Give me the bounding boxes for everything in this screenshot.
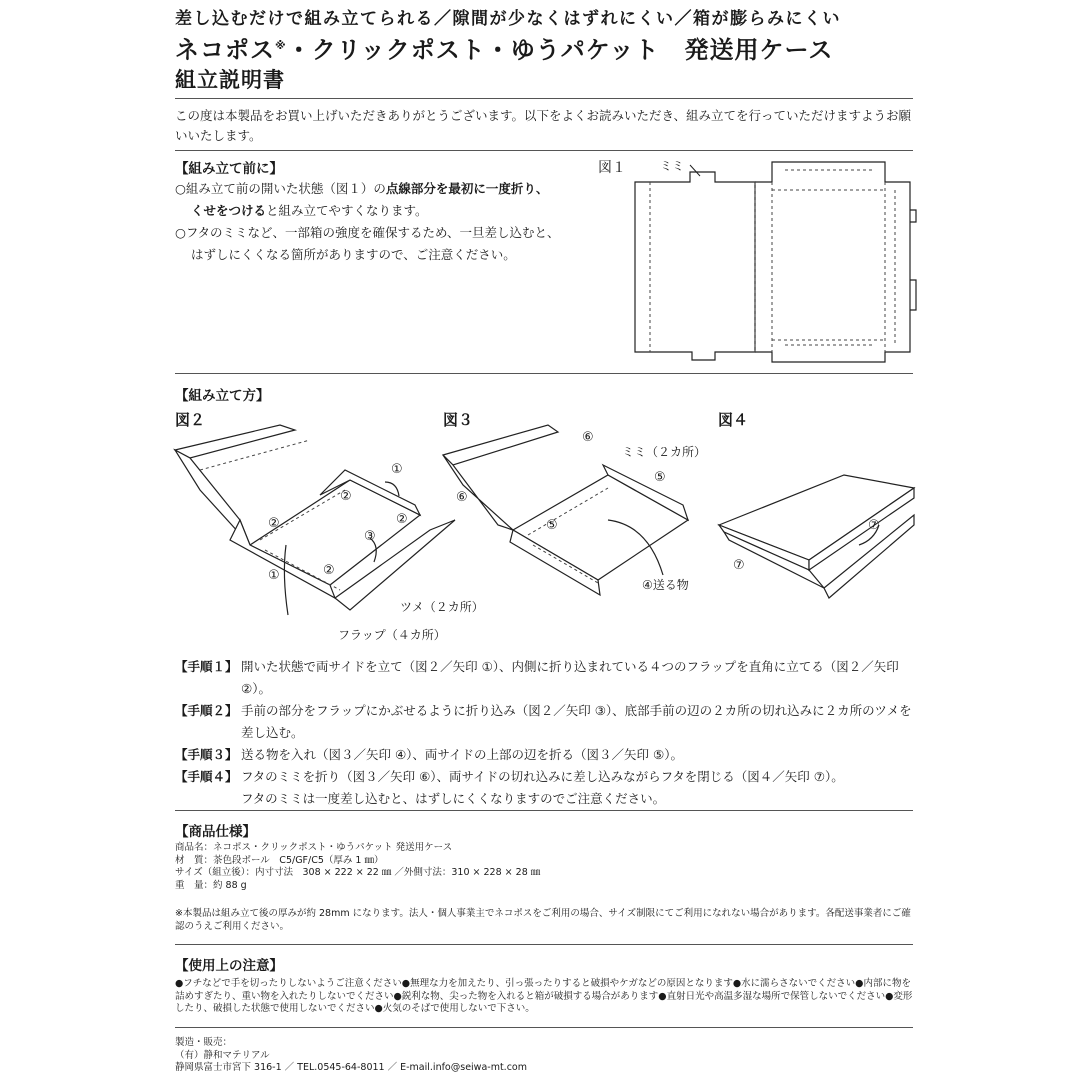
divider <box>175 98 913 99</box>
assembly-heading: 【組み立て方】 <box>175 388 270 404</box>
fig2-callout-2c: ② <box>396 512 408 527</box>
step-3 <box>175 744 915 766</box>
step-label: 【手順４】 <box>175 769 238 784</box>
fig3-label: 図３ <box>443 411 474 429</box>
tsume-label: ツメ（２カ所） <box>400 600 484 614</box>
fig1-label: 図１ <box>598 160 626 176</box>
spec-list <box>175 842 540 892</box>
step-text: 手前の部分をフラップにかぶせるように折り込み（図２／矢印 ③）、底部手前の辺の２カ所の切れ込みに２カ所のツメを差し込む。 <box>241 703 912 740</box>
step-label: 【手順２】 <box>175 703 238 718</box>
step-text: フタのミミは一度差し込むと、はずしにくくなりますのでご注意ください。 <box>241 791 666 806</box>
before-heading: 【組み立て前に】 <box>175 161 283 177</box>
spec-line: 材 質：茶色段ボール C5/GF/C5（厚み 1 ㎜） <box>175 854 384 866</box>
fig3-callout-5a: ⑤ <box>654 470 666 485</box>
spec-line: 商品名：ネコポス・クリックポスト・ゆうパケット 発送用ケース <box>175 842 453 853</box>
step-list <box>175 656 915 810</box>
fig2-callout-1a: ① <box>391 462 403 477</box>
step-1 <box>175 656 915 700</box>
divider <box>175 1027 913 1028</box>
title-part1: ネコポス <box>175 36 275 64</box>
step-text: 開いた状態で両サイドを立て（図２／矢印 ①）、内側に折り込まれている４つのフラップを直角に立てる（図２／矢印 ②）。 <box>241 659 899 696</box>
before-line3: ○フタのミミなど、一部箱の強度を確保するため、一旦差し込むと、 <box>175 225 560 240</box>
fig3-item-text: 送る物 <box>652 578 689 592</box>
divider <box>175 944 913 945</box>
caution-text: ●フチなどで手を切ったりしないようご注意ください●無理な力を加えたり、引っ張ったりすると破損やケガなどの原因となります●水に濡らさないでください●内部に物を詰めすぎたり、重い物を入れたりしないでください●鋭利な物、尖った物を入れると箱が破損する場合があります●直射日光や高温多湿な場所で保管しないでください●変形したり、破損した状態で使用しないでください●火気のそばで使用しないで下さい。 <box>175 978 913 1014</box>
fig3-mimi-label: ミミ（２カ所） <box>622 445 707 459</box>
caution-heading: 【使用上の注意】 <box>175 958 283 974</box>
step-label: 【手順１】 <box>175 659 238 674</box>
maker-company: （有）静和マテリアル <box>175 1049 270 1061</box>
fig1-diagram <box>620 150 920 365</box>
title-part2: ・クリックポスト・ゆうパケット 発送用ケース <box>286 36 834 64</box>
step-text: フタのミミを折り（図３／矢印 ⑥）、両サイドの切れ込みに差し込みながらフタを閉じる（図４／矢印 ⑦）。 <box>241 769 844 784</box>
fig3-callout-6b: ⑥ <box>456 490 468 505</box>
maker-address: 静岡県富士市宮下 316-1 ／ TEL.0545-64-8011 ／ E-mail.info@seiwa-mt.com <box>175 1062 527 1073</box>
spec-line: サイズ（組立後）：内寸寸法 308 × 222 × 22 ㎜ ／外側寸法：310 × 228 × 28 ㎜ <box>175 867 541 878</box>
step-label <box>175 788 241 810</box>
step-label: 【手順３】 <box>175 747 238 762</box>
step-2 <box>175 700 915 744</box>
before-line2a: くせをつける <box>191 203 267 218</box>
fig2-label: 図２ <box>175 411 206 429</box>
before-line1a: ○組み立て前の開いた状態（図１）の <box>175 181 386 196</box>
fig2-callout-1b: ① <box>268 568 280 583</box>
before-line4: はずしにくくなる箇所がありますので、ご注意ください。 <box>191 247 516 262</box>
tagline: 差し込むだけで組み立てられる／隙間が少なくはずれにくい／箱が膨らみにくい <box>175 9 841 29</box>
before-text <box>175 178 595 266</box>
before-line2b: と組み立てやすくなります。 <box>266 203 428 218</box>
intro-text: この度は本製品をお買い上げいただきありがとうございます。以下をよくお読みいただき、組み立てを行っていただけますようお願いいたします。 <box>175 108 912 143</box>
step-4 <box>175 766 915 788</box>
fig2-callout-2b: ② <box>268 516 280 531</box>
fig4-label: 図４ <box>718 411 749 429</box>
before-line1b: 点線部分を最初に一度折り、 <box>385 181 549 196</box>
maker-label: 製造・販売： <box>175 1037 233 1048</box>
step-4-note <box>175 788 915 810</box>
step-text: 送る物を入れ（図３／矢印 ④）、両サイドの上部の辺を折る（図３／矢印 ⑤）。 <box>241 747 683 762</box>
spec-line: 重 量：約 88 g <box>175 879 247 891</box>
fig3-callout-4: ④ <box>642 578 653 592</box>
divider <box>175 810 913 811</box>
fig1-mimi-label: ミミ <box>660 159 685 173</box>
fig4-callout-7b: ⑦ <box>733 558 745 573</box>
fig3-callout-5b: ⑤ <box>546 518 558 533</box>
spec-heading: 【商品仕様】 <box>175 824 256 840</box>
fig2-callout-3: ③ <box>364 529 376 544</box>
divider <box>175 373 913 374</box>
document-title <box>175 30 833 65</box>
fig2-callout-2d: ② <box>323 563 335 578</box>
fig2-callout-2a: ② <box>340 489 352 504</box>
spec-note: ※本製品は組み立て後の厚みが約 28mm になります。法人・個人事業主でネコポスをご利用の場合、サイズ制限にてご利用になれない場合があります。各配送事業者にご確認のうえご利用ください。 <box>175 908 911 932</box>
fig3-item-label <box>642 576 689 593</box>
maker-info <box>175 1037 527 1075</box>
fig4-diagram <box>714 470 919 610</box>
fig3-callout-6a: ⑥ <box>582 430 594 445</box>
flap-label: フラップ（４カ所） <box>338 628 446 642</box>
title-note-mark: ※ <box>275 39 287 52</box>
document-subtitle: 組立説明書 <box>175 68 285 92</box>
fig4-callout-7a: ⑦ <box>868 518 880 533</box>
